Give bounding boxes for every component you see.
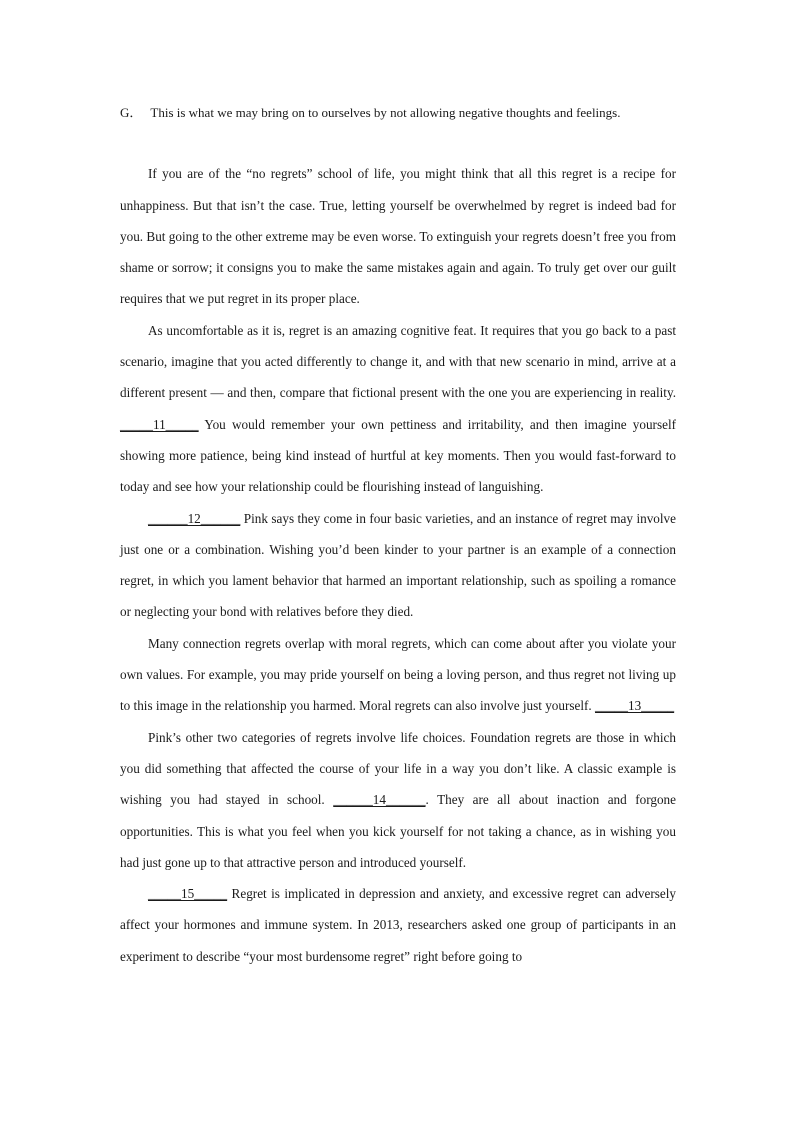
spacer bbox=[120, 128, 676, 158]
paragraph-text: Many connection regrets overlap with moral regrets, which can come about after you violate your own values. For example, you may pride yourself on being a loving person, and thus regret not living up to this image in the relationship you harmed. Moral regrets can also involve just yourself. bbox=[120, 635, 676, 714]
blank-13[interactable]: _____13_____ bbox=[595, 698, 675, 714]
paragraph-text: Pink’s other two categories of regrets involve life choices. Foundation regrets are those in which you did something that affected the course of your life in a way you don’t like. A classic example is wishing you had stayed in school. bbox=[120, 729, 676, 808]
paragraph-blank-15 bbox=[120, 878, 676, 972]
blank-14[interactable]: ______14______ bbox=[333, 792, 426, 808]
paragraph-text: As uncomfortable as it is, regret is an amazing cognitive feat. It requires that you go back to a past scenario, imagine that you acted differently to change it, and with that new scenario in mind, arrive at a different present — and then, compare that fictional present with the one you are experiencing in reality. bbox=[120, 322, 676, 401]
document-page bbox=[120, 97, 676, 972]
option-letter: G． bbox=[120, 105, 143, 120]
paragraph-blank-13 bbox=[120, 628, 676, 722]
paragraph-text: If you are of the “no regrets” school of life, you might think that all this regret is a recipe for unhappiness. But that isn’t the case. True, letting yourself be overwhelmed by regret is indeed bad for you. But going to the other extreme may be even worse. To extinguish your regrets doesn’t free you from shame or sorrow; it consigns you to make the same mistakes again and again. To truly get over our guilt requires that we put regret in its proper place. bbox=[120, 166, 676, 307]
paragraph-blank-11 bbox=[120, 315, 676, 503]
paragraph-intro bbox=[120, 158, 676, 314]
paragraph-blank-14 bbox=[120, 722, 676, 878]
option-text: This is what we may bring on to ourselves by not allowing negative thoughts and feelings. bbox=[150, 105, 621, 120]
paragraph-text: Pink says they come in four basic varieties, and an instance of regret may involve just one or a combination. Wishing you’d been kinder to your partner is an example of a connection regret, in which you lament behavior that harmed an important relationship, such as spoiling a romance or neglecting your bond with relatives before they died. bbox=[120, 510, 676, 620]
blank-12[interactable]: ______12______ bbox=[148, 510, 241, 526]
paragraph-text: You would remember your own pettiness and irritability, and then imagine yourself showing more patience, being kind instead of hurtful at key moments. Then you would fast-forward to today and see how your relationship could be flourishing instead of languishing. bbox=[120, 416, 676, 495]
paragraph-text: . They are all about inaction and forgone opportunities. This is what you feel when you kick yourself for not taking a chance, as in wishing you had just gone up to that attractive person and introduced yourself. bbox=[120, 792, 676, 870]
blank-11[interactable]: _____11_____ bbox=[120, 416, 199, 432]
paragraph-text: Regret is implicated in depression and anxiety, and excessive regret can adversely affect your hormones and immune system. In 2013, researchers asked one group of participants in an experiment to describe “your most burdensome regret” right before going to bbox=[120, 886, 676, 964]
option-g bbox=[120, 97, 676, 128]
blank-15[interactable]: _____15_____ bbox=[148, 886, 228, 902]
paragraph-blank-12 bbox=[120, 503, 676, 628]
